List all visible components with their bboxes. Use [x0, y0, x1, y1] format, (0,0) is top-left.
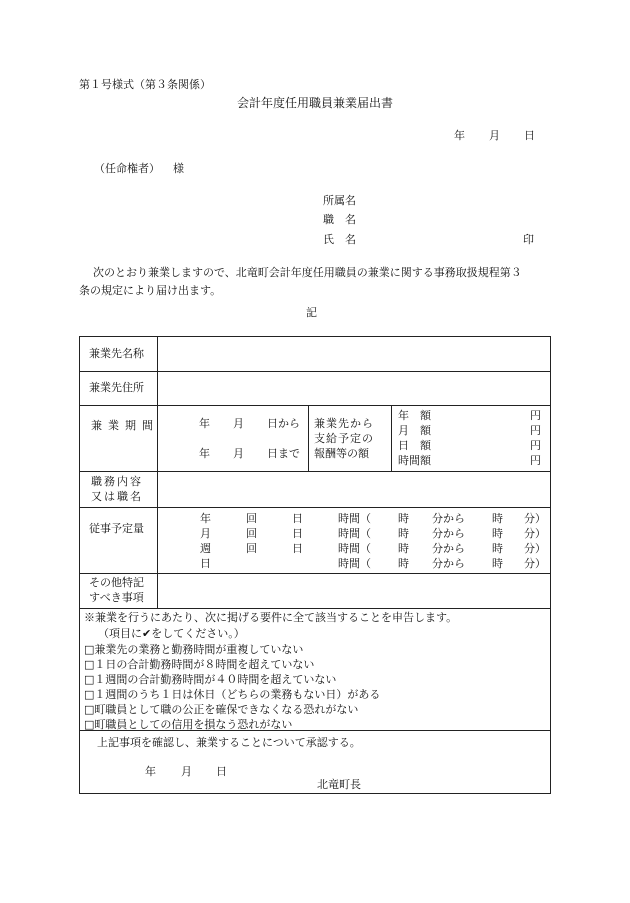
period-to-year: 年 [199, 447, 210, 460]
addressee-role: （任命権者） [94, 162, 160, 175]
name-label: 氏 名 [323, 233, 356, 246]
pay-monthly-unit: 円 [530, 424, 541, 437]
period-from-day: 日から [267, 417, 300, 430]
schedule-row-1-h2: 時 [492, 512, 503, 525]
checklist-item-5[interactable]: □町職員として職の公正を確保できなくなる恐れがない [84, 703, 359, 716]
schedule-row-3-day: 日 [292, 542, 303, 555]
schedule-row-4-hours: 時間（ [338, 557, 371, 570]
schedule-row-2-from: 分から [432, 527, 465, 540]
checklist-item-3[interactable]: □１週間の合計勤務時間が４０時間を超えていない [84, 673, 337, 686]
check-instruction: （項目に✔をしてください。） [98, 627, 245, 640]
schedule-row-2-h2: 時 [492, 527, 503, 540]
pay-daily-unit: 円 [530, 439, 541, 452]
duty-label-line-2: 又は職名 [91, 490, 143, 503]
schedule-row-3-from: 分から [432, 542, 465, 555]
schedule-row-4-to: 分） [524, 557, 546, 570]
pay-label-line-3: 報酬等の額 [314, 447, 369, 460]
approval-month: 月 [181, 765, 192, 778]
pay-annual-label: 年 額 [398, 409, 431, 422]
schedule-row-3-to: 分） [524, 542, 546, 555]
period-to-day: 日まで [267, 447, 300, 460]
other-label-line-1: その他特記 [89, 576, 144, 589]
schedule-row-1-to: 分） [524, 512, 546, 525]
approval-year: 年 [145, 765, 156, 778]
submit-date-year: 年 [454, 129, 465, 142]
pay-label-line-1: 兼業先から [314, 417, 374, 430]
duty-field[interactable] [160, 473, 548, 505]
other-notes-field[interactable] [160, 575, 548, 607]
period-to-month: 月 [233, 447, 244, 460]
period-label: 兼業期間 [91, 419, 159, 432]
statement-line-1: 次のとおり兼業しますので、北竜町会計年度任用職員の兼業に関する事務取扱規程第３ [93, 266, 522, 279]
schedule-row-3-count: 回 [246, 542, 257, 555]
schedule-row-2-unit: 月 [200, 527, 211, 540]
declaration-text: ※兼業を行うにあたり、次に掲げる要件に全て該当することを申告します。 [84, 611, 458, 624]
approver-title: 北竜町長 [317, 778, 361, 791]
position-label: 職 名 [323, 213, 356, 226]
checklist-item-6[interactable]: □町職員としての信用を損なう恐れがない [84, 718, 293, 731]
checklist-item-2[interactable]: □１日の合計勤務時間が８時間を超えていない [84, 658, 315, 671]
schedule-row-1-day: 日 [292, 512, 303, 525]
period-from-month: 月 [233, 417, 244, 430]
pay-hourly-unit: 円 [530, 454, 541, 467]
addressee-honorific: 様 [173, 162, 184, 175]
period-from-year: 年 [199, 417, 210, 430]
document-title: 会計年度任用職員兼業届出書 [237, 96, 394, 110]
schedule-row-2-count: 回 [246, 527, 257, 540]
schedule-row-1-unit: 年 [200, 512, 211, 525]
affiliation-label: 所属名 [323, 194, 356, 207]
approval-day: 日 [216, 765, 227, 778]
statement-line-2: 条の規定により届け出ます。 [79, 284, 222, 297]
schedule-row-1-h1: 時 [398, 512, 409, 525]
schedule-row-2-day: 日 [292, 527, 303, 540]
pay-daily-label: 日 額 [398, 439, 431, 452]
schedule-row-1-count: 回 [246, 512, 257, 525]
pay-monthly-label: 月 額 [398, 424, 431, 437]
checklist-item-4[interactable]: □１週間のうち１日は休日（どちらの業務もない日）がある [84, 688, 381, 701]
schedule-row-4-h2: 時 [492, 557, 503, 570]
schedule-row-4-h1: 時 [398, 557, 409, 570]
employer-name-label: 兼業先名称 [89, 347, 144, 360]
schedule-row-3-unit: 週 [200, 542, 211, 555]
schedule-row-3-hours: 時間（ [338, 542, 371, 555]
approval-text: 上記事項を確認し、兼業することについて承認する。 [97, 736, 361, 749]
ki-heading: 記 [306, 306, 317, 319]
schedule-row-1-hours: 時間（ [338, 512, 371, 525]
schedule-row-2-h1: 時 [398, 527, 409, 540]
pay-hourly-label: 時間額 [398, 454, 431, 467]
application-form-table [79, 336, 551, 794]
pay-annual-unit: 円 [530, 409, 541, 422]
schedule-row-3-h2: 時 [492, 542, 503, 555]
submit-date-month: 月 [489, 129, 500, 142]
schedule-row-1-from: 分から [432, 512, 465, 525]
checklist-item-1[interactable]: □兼業先の業務と勤務時間が重複していない [84, 643, 304, 656]
pay-label-line-2: 支給予定の [314, 432, 374, 445]
duty-label-line-1: 職務内容 [91, 475, 143, 488]
submit-date-day: 日 [524, 129, 535, 142]
other-label-line-2: すべき事項 [89, 591, 144, 604]
schedule-row-2-hours: 時間（ [338, 527, 371, 540]
schedule-row-4-from: 分から [432, 557, 465, 570]
seal-mark: 印 [523, 233, 534, 246]
schedule-label: 従事予定量 [89, 522, 144, 535]
schedule-row-4-unit: 日 [200, 557, 211, 570]
employer-address-label: 兼業先住所 [89, 381, 144, 394]
employer-address-field[interactable] [160, 372, 548, 404]
form-number: 第１号様式（第３条関係） [79, 78, 211, 91]
schedule-row-2-to: 分） [524, 527, 546, 540]
employer-name-field[interactable] [160, 338, 548, 370]
schedule-row-3-h1: 時 [398, 542, 409, 555]
